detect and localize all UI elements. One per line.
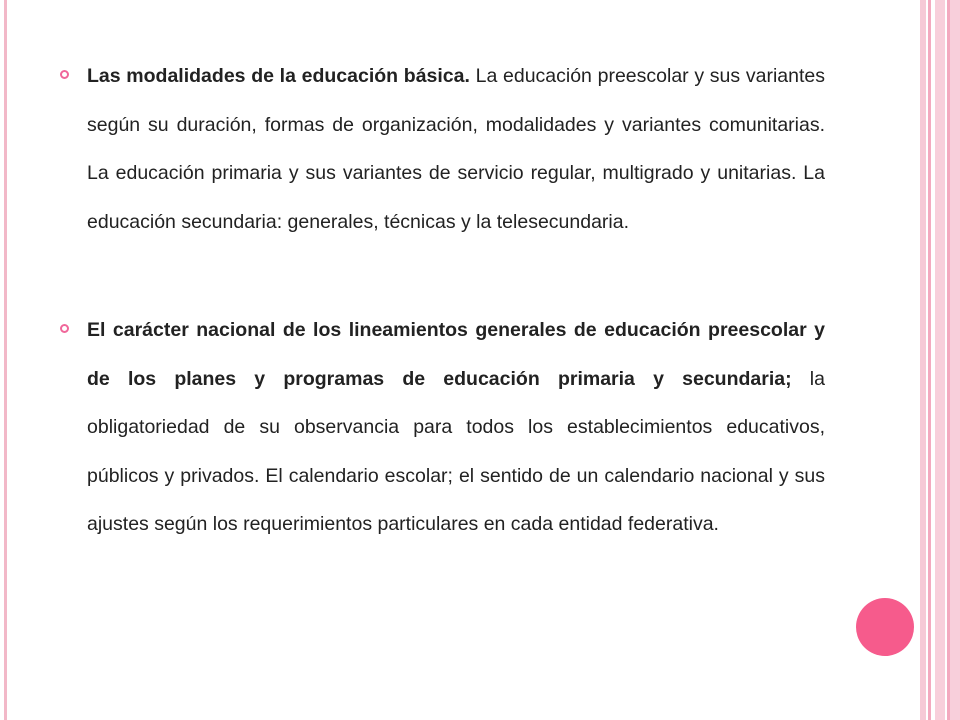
bullet-item-modalidades	[60, 52, 825, 246]
decorative-stripes	[920, 0, 960, 720]
decorative-circle	[856, 598, 914, 656]
stripe	[935, 0, 945, 720]
bullet-list	[60, 52, 825, 549]
bullet-bold-text: El carácter nacional de los lineamientos generales de educación preescolar y de los planes y programas de educación primaria y secundaria;	[87, 319, 825, 390]
stripe	[950, 0, 960, 720]
circle-bullet-icon	[60, 70, 69, 79]
bullet-text: La educación preescolar y sus variantes según su duración, formas de organización, modalidades y variantes comunitarias. La educación primaria y sus variantes de servicio regular, multigrado y unitarias. La educación secundaria: generales, técnicas y la telesecundaria.	[87, 65, 825, 233]
circle-bullet-icon	[60, 324, 69, 333]
bullet-item-caracter-nacional	[60, 306, 825, 549]
left-border-line	[4, 0, 7, 720]
bullet-text: la obligatoriedad de su observancia para todos los establecimientos educativos, públicos y privados. El calendario escolar; el sentido de un calendario nacional y sus ajustes según los requerimientos particulares en cada entidad federativa.	[87, 367, 825, 535]
bullet-bold-text: Las modalidades de la educación básica.	[87, 65, 470, 87]
